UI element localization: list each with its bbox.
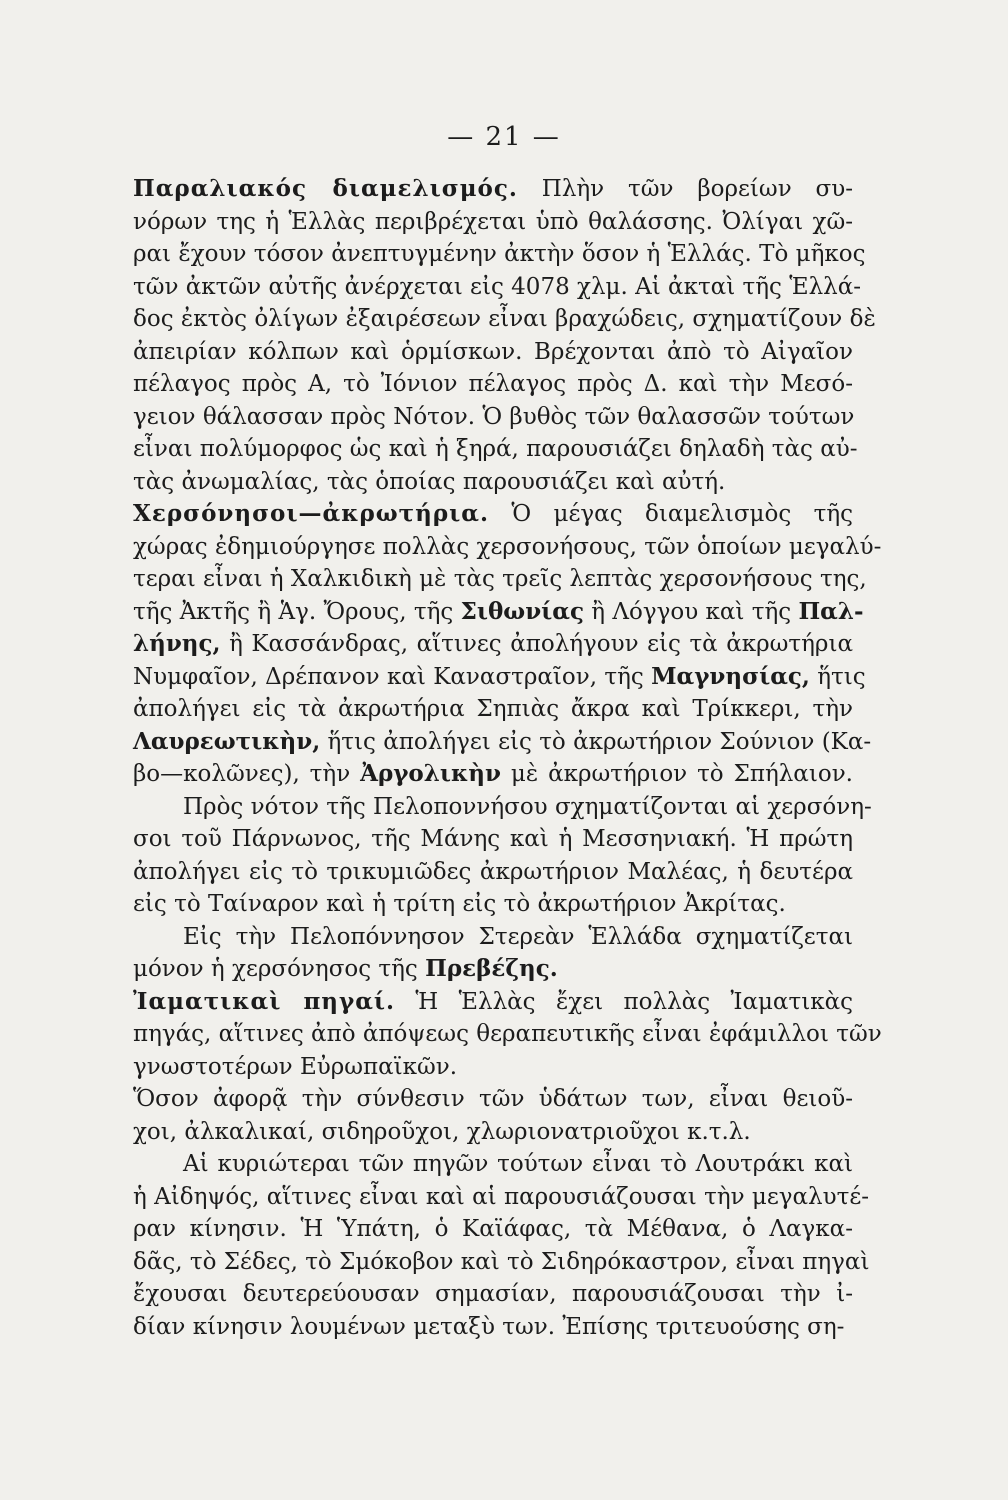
section-heading: Ἰαματικαὶ πηγαί. xyxy=(133,987,396,1015)
text-line xyxy=(133,207,853,237)
text-line xyxy=(133,434,858,464)
line-text: ραι ἔχουν τόσον ἀνεπτυγμένην ἀκτὴν ὅσον ἡ Ἑλλάς. Τὸ μῆκος xyxy=(133,241,866,267)
text-line xyxy=(133,1052,853,1082)
line-text: πέλαγος πρὸς Α, τὸ Ἰόνιον πέλαγος πρὸς Δ. καὶ τὴν Μεσό- xyxy=(133,371,853,397)
text-line xyxy=(133,954,853,984)
text-line xyxy=(133,857,853,887)
text-line xyxy=(133,272,862,302)
text-line xyxy=(183,1149,853,1179)
text-line xyxy=(133,1117,853,1147)
line-text: βο—κολῶνες), τὴν xyxy=(133,761,361,787)
line-text: Αἱ κυριώτεραι τῶν πηγῶν τούτων εἶναι τὸ Λουτράκι καὶ xyxy=(183,1151,853,1177)
line-text: ἥτις ἀπολήγει εἰς τὸ ἀκρωτήριον Σούνιον (Κα- xyxy=(320,728,872,755)
line-text: Πλὴν τῶν βορείων συ- xyxy=(517,176,853,202)
text-line xyxy=(133,1084,853,1114)
text-line xyxy=(133,824,853,854)
text-line xyxy=(133,1279,853,1309)
line-text: τεραι εἶναι ἡ Χαλκιδικὴ μὲ τὰς τρεῖς λεπτὰς χερσονήσους της, xyxy=(133,566,867,592)
text-line xyxy=(133,499,853,529)
text-line xyxy=(133,597,864,627)
bold-term: λήνης, xyxy=(133,630,221,657)
line-text: ἢ Κασσάνδρας, αἵτινες ἀπολήγουν εἰς τὰ ἀκρωτήρια xyxy=(220,631,853,657)
text-line xyxy=(133,629,853,659)
line-text: δᾶς, τὸ Σέδες, τὸ Σμόκοβον καὶ τὸ Σιδηρόκαστρον, εἶναι πηγαὶ xyxy=(133,1248,870,1275)
text-line xyxy=(133,694,853,724)
bold-term: Λαυρεωτικὴν, xyxy=(133,727,321,755)
text-line xyxy=(183,792,872,822)
text-line xyxy=(133,727,872,757)
text-line xyxy=(133,304,876,334)
text-line xyxy=(133,402,853,432)
line-text: Ὁ μέγας διαμελισμὸς τῆς xyxy=(489,501,853,527)
line-text: δος ἐκτὸς ὀλίγων ἐξαιρέσεων εἶναι βραχώδεις, σχηματίζουν δὲ xyxy=(133,306,876,332)
line-text: Πρὸς νότον τῆς Πελοποννήσου σχηματίζονται αἱ χερσόνη- xyxy=(183,793,872,820)
line-text: Ὅσον ἀφορᾷ τὴν σύνθεσιν τῶν ὑδάτων των, εἶναι θειοῦ- xyxy=(133,1086,853,1112)
text-line xyxy=(133,532,882,562)
line-text: τῶν ἀκτῶν αὐτῆς ἀνέρχεται εἰς 4078 χλμ. Αἱ ἀκταὶ τῆς Ἑλλά- xyxy=(133,273,862,300)
line-text: Ἡ Ἑλλὰς ἔχει πολλὰς Ἰαματικὰς xyxy=(395,988,853,1015)
text-line xyxy=(133,1019,882,1049)
line-text: χοι, ἀλκαλικαί, σιδηροῦχοι, χλωριονατριοῦχοι κ.τ.λ. xyxy=(133,1118,751,1145)
line-text: εἰς τὸ Ταίναρον καὶ ἡ τρίτη εἰς τὸ ἀκρωτήριον Ἀκρίτας. xyxy=(133,891,786,917)
text-line xyxy=(133,1214,853,1244)
line-text: ἥτις xyxy=(809,663,866,690)
text-line xyxy=(133,369,853,399)
section-heading: Χερσόνησοι—ἀκρωτήρια. xyxy=(133,500,489,527)
text-line xyxy=(133,1312,853,1342)
line-text: ἔχουσαι δευτερεύουσαν σημασίαν, παρουσιάζουσαι τὴν ἰ- xyxy=(133,1281,853,1307)
line-text: χώρας ἐδημιούργησε πολλὰς χερσονήσους, τῶν ὁποίων μεγαλύ- xyxy=(133,533,882,560)
line-text: Νυμφαῖον, Δρέπανον καὶ Καναστραῖον, τῆς xyxy=(133,663,652,690)
line-text: τὰς ἀνωμαλίας, τὰς ὁποίας παρουσιάζει καὶ αὐτή. xyxy=(133,468,726,495)
line-text: σοι τοῦ Πάρνωνος, τῆς Μάνης καὶ ἡ Μεσσηνιακή. Ἡ πρώτη xyxy=(133,826,853,852)
line-text: μόνον ἡ χερσόνησος τῆς xyxy=(133,956,426,982)
line-text: ραν κίνησιν. Ἡ Ὑπάτη, ὁ Καϊάφας, τὰ Μέθανα, ὁ Λαγκα- xyxy=(133,1216,853,1242)
text-line xyxy=(133,564,867,594)
text-line xyxy=(133,1247,870,1277)
line-text: πηγάς, αἵτινες ἀπὸ ἀπόψεως θεραπευτικῆς εἶναι ἐφάμιλλοι τῶν xyxy=(133,1021,882,1047)
line-text: νόρων της ἡ Ἑλλὰς περιβρέχεται ὑπὸ θαλάσσης. Ὀλίγαι χῶ- xyxy=(133,208,853,235)
text-line xyxy=(133,662,866,692)
text-line xyxy=(183,922,853,952)
line-text: τῆς Ἀκτῆς ἢ Ἁγ. Ὄρους, τῆς xyxy=(133,598,461,625)
line-text: γνωστοτέρων Εὐρωπαϊκῶν. xyxy=(133,1053,458,1080)
bold-term: Σιθωνίας xyxy=(460,597,584,625)
line-text: εἶναι πολύμορφος ὡς καὶ ἡ ξηρά, παρουσιάζει δηλαδὴ τὰς αὐ- xyxy=(133,436,858,462)
line-text: ἀπειρίαν κόλπων καὶ ὁρμίσκων. Βρέχονται ἀπὸ τὸ Αἰγαῖον xyxy=(133,338,853,365)
page-number: — 21 — xyxy=(447,122,561,152)
section-heading: Παραλιακός διαμελισμός. xyxy=(133,175,518,202)
text-line xyxy=(133,987,853,1017)
line-text: μὲ ἀκρωτήριον τὸ Σπήλαιον. xyxy=(500,761,853,787)
line-text: ἢ Λόγγου καὶ τῆς xyxy=(584,598,799,625)
line-text: ἀπολήγει εἰς τὸ τρικυμιῶδες ἀκρωτήριον Μαλέας, ἡ δευτέρα xyxy=(133,858,853,885)
text-line xyxy=(133,759,853,789)
line-text: Εἰς τὴν Πελοπόννησον Στερεὰν Ἑλλάδα σχηματίζεται xyxy=(183,923,853,950)
text-line xyxy=(133,467,853,497)
text-line xyxy=(133,889,853,919)
text-line xyxy=(133,174,853,204)
bold-term: Πρεβέζης. xyxy=(425,955,558,982)
bold-term: Παλ- xyxy=(798,597,864,625)
bold-term: Μαγνησίας, xyxy=(651,662,810,690)
line-text: ἡ Αἰδηψός, αἵτινες εἶναι καὶ αἱ παρουσιάζουσαι τὴν μεγαλυτέ- xyxy=(133,1183,869,1210)
bold-term: Ἀργολικὴν xyxy=(360,760,501,787)
line-text: δίαν κίνησιν λουμένων μεταξὺ των. Ἐπίσης τριτευούσης ση- xyxy=(133,1313,845,1340)
text-line xyxy=(133,1182,869,1212)
line-text: γειον θάλασσαν πρὸς Νότον. Ὁ βυθὸς τῶν θαλασσῶν τούτων xyxy=(133,403,855,430)
text-line xyxy=(133,239,866,269)
text-line xyxy=(133,337,853,367)
line-text: ἀπολήγει εἰς τὰ ἀκρωτήρια Σηπιὰς ἄκρα καὶ Τρίκκερι, τὴν xyxy=(133,696,853,722)
